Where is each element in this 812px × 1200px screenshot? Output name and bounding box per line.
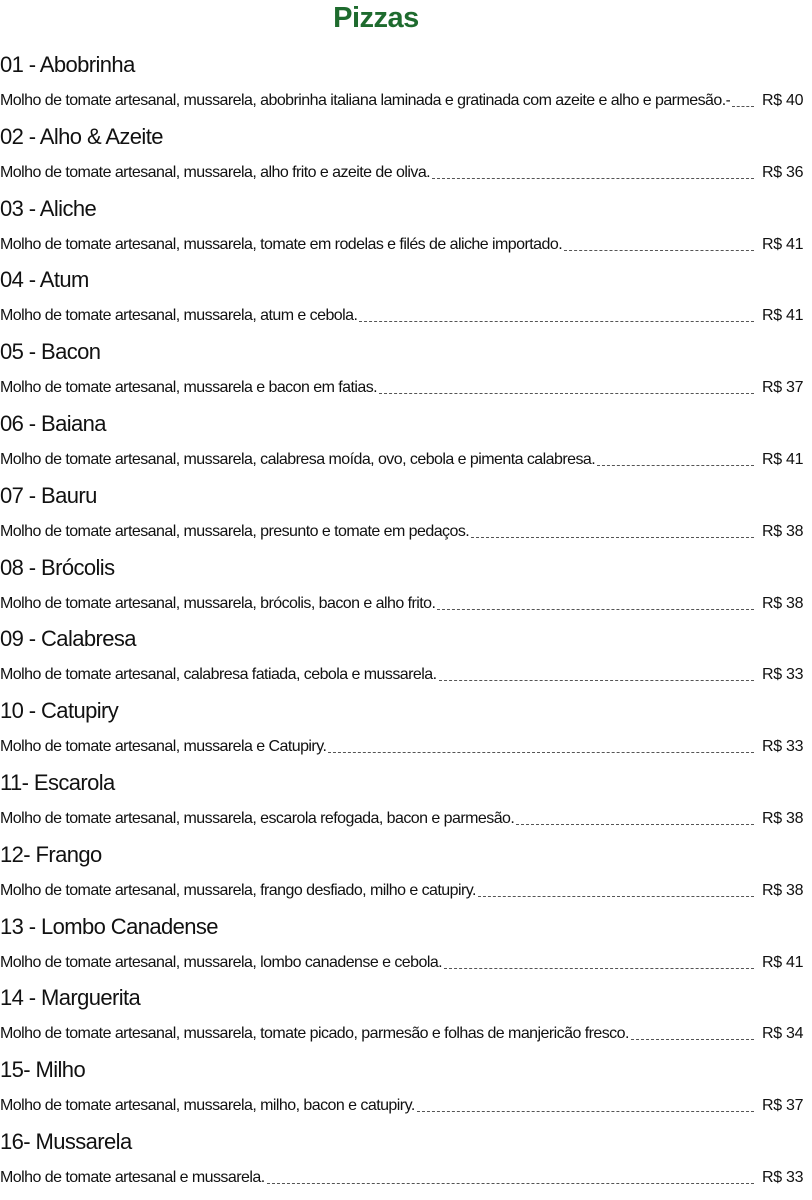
menu-item bbox=[0, 551, 812, 623]
page-title: Pizzas bbox=[333, 2, 419, 34]
item-description: Molho de tomate artesanal, calabresa fatiada, cebola e mussarela. bbox=[0, 666, 437, 684]
item-line bbox=[0, 589, 812, 615]
item-price: R$ 34 bbox=[762, 1025, 804, 1043]
dotted-leader bbox=[564, 250, 754, 251]
item-name: 08 - Brócolis bbox=[0, 554, 115, 580]
item-price: R$ 41 bbox=[762, 953, 804, 971]
item-name: 13 - Lombo Canadense bbox=[0, 913, 218, 939]
item-description: Molho de tomate artesanal, mussarela, brócolis, bacon e alho frito. bbox=[0, 594, 436, 612]
dotted-leader bbox=[631, 1039, 754, 1040]
dotted-leader bbox=[437, 609, 754, 610]
item-price: R$ 33 bbox=[762, 666, 804, 684]
item-name: 12- Frango bbox=[0, 841, 102, 867]
item-description: Molho de tomate artesanal e mussarela. bbox=[0, 1168, 265, 1186]
item-price: R$ 40 bbox=[762, 92, 804, 109]
item-price: R$ 33 bbox=[762, 738, 804, 756]
item-name: 01 - Abobrinha bbox=[0, 52, 135, 77]
item-price: R$ 38 bbox=[762, 881, 804, 899]
item-description: Molho de tomate artesanal, mussarela, atum e cebola. bbox=[0, 307, 358, 325]
menu-item bbox=[0, 479, 812, 551]
dotted-leader bbox=[597, 465, 754, 466]
menu-item bbox=[0, 48, 812, 120]
item-name: 14 - Marguerita bbox=[0, 985, 141, 1011]
item-price: R$ 33 bbox=[762, 1168, 804, 1186]
item-description: Molho de tomate artesanal, mussarela e bacon em fatias. bbox=[0, 379, 378, 397]
menu-item bbox=[0, 120, 812, 192]
item-line bbox=[0, 1163, 812, 1189]
item-price: R$ 41 bbox=[762, 450, 804, 468]
item-line bbox=[0, 660, 812, 686]
item-line bbox=[0, 1091, 812, 1117]
item-description: Molho de tomate artesanal, mussarela, abobrinha italiana laminada e gratinada com azeite e alho e parmesão.- bbox=[0, 92, 731, 109]
item-line bbox=[0, 1019, 812, 1045]
item-description: Molho de tomate artesanal, mussarela, frango desfiado, milho e catupiry. bbox=[0, 881, 476, 899]
item-line bbox=[0, 158, 812, 184]
dotted-leader bbox=[478, 896, 754, 897]
dotted-leader bbox=[516, 824, 754, 825]
menu-item bbox=[0, 335, 812, 407]
item-name: 05 - Bacon bbox=[0, 339, 101, 365]
item-line bbox=[0, 732, 812, 758]
menu-item bbox=[0, 981, 812, 1053]
item-price: R$ 38 bbox=[762, 809, 804, 827]
item-price: R$ 38 bbox=[762, 522, 804, 540]
menu-item bbox=[0, 838, 812, 910]
dotted-leader bbox=[471, 537, 754, 538]
dotted-leader bbox=[444, 968, 754, 969]
item-name: 02 - Alho & Azeite bbox=[0, 123, 163, 149]
dotted-leader bbox=[379, 393, 754, 394]
item-name: 04 - Atum bbox=[0, 267, 89, 293]
pizza-menu-list bbox=[0, 48, 812, 1197]
menu-item bbox=[0, 622, 812, 694]
dotted-leader bbox=[432, 178, 754, 179]
menu-item bbox=[0, 766, 812, 838]
item-name: 09 - Calabresa bbox=[0, 626, 136, 652]
item-description: Molho de tomate artesanal, mussarela, presunto e tomate em pedaços. bbox=[0, 522, 470, 540]
item-price: R$ 37 bbox=[762, 1097, 804, 1115]
item-price: R$ 36 bbox=[762, 163, 804, 181]
item-price: R$ 37 bbox=[762, 379, 804, 397]
dotted-leader bbox=[359, 321, 754, 322]
dotted-leader bbox=[328, 752, 754, 753]
item-description: Molho de tomate artesanal, mussarela, alho frito e azeite de oliva. bbox=[0, 163, 431, 181]
item-line bbox=[0, 517, 812, 543]
item-line bbox=[0, 804, 812, 830]
item-line bbox=[0, 301, 812, 327]
item-name: 11- Escarola bbox=[0, 769, 115, 795]
item-name: 03 - Aliche bbox=[0, 195, 97, 221]
item-description: Molho de tomate artesanal, mussarela, lombo canadense e cebola. bbox=[0, 953, 443, 971]
item-line bbox=[0, 445, 812, 471]
item-line bbox=[0, 86, 812, 112]
menu-item bbox=[0, 1125, 812, 1197]
item-description: Molho de tomate artesanal, mussarela, tomate em rodelas e filés de aliche importado. bbox=[0, 235, 563, 253]
item-description: Molho de tomate artesanal, mussarela e Catupiry. bbox=[0, 738, 327, 756]
item-description: Molho de tomate artesanal, mussarela, escarola refogada, bacon e parmesão. bbox=[0, 809, 515, 827]
menu-item bbox=[0, 192, 812, 264]
menu-item bbox=[0, 910, 812, 982]
item-description: Molho de tomate artesanal, mussarela, milho, bacon e catupiry. bbox=[0, 1097, 415, 1115]
menu-item bbox=[0, 1053, 812, 1125]
item-name: 06 - Baiana bbox=[0, 410, 106, 436]
item-name: 10 - Catupiry bbox=[0, 698, 119, 724]
item-name: 15- Milho bbox=[0, 1057, 86, 1083]
item-price: R$ 38 bbox=[762, 594, 804, 612]
menu-item bbox=[0, 407, 812, 479]
dotted-leader bbox=[267, 1183, 754, 1184]
item-line bbox=[0, 948, 812, 974]
menu-item bbox=[0, 263, 812, 335]
dotted-leader bbox=[417, 1111, 754, 1112]
item-line bbox=[0, 876, 812, 902]
item-name: 07 - Bauru bbox=[0, 482, 97, 508]
item-line bbox=[0, 373, 812, 399]
item-description: Molho de tomate artesanal, mussarela, calabresa moída, ovo, cebola e pimenta calabresa. bbox=[0, 450, 596, 468]
item-line bbox=[0, 230, 812, 256]
dotted-leader bbox=[732, 106, 754, 107]
dotted-leader bbox=[439, 680, 754, 681]
item-name: 16- Mussarela bbox=[0, 1128, 132, 1154]
menu-item bbox=[0, 694, 812, 766]
item-description: Molho de tomate artesanal, mussarela, tomate picado, parmesão e folhas de manjericão fresco. bbox=[0, 1025, 629, 1043]
item-price: R$ 41 bbox=[762, 307, 804, 325]
item-price: R$ 41 bbox=[762, 235, 804, 253]
